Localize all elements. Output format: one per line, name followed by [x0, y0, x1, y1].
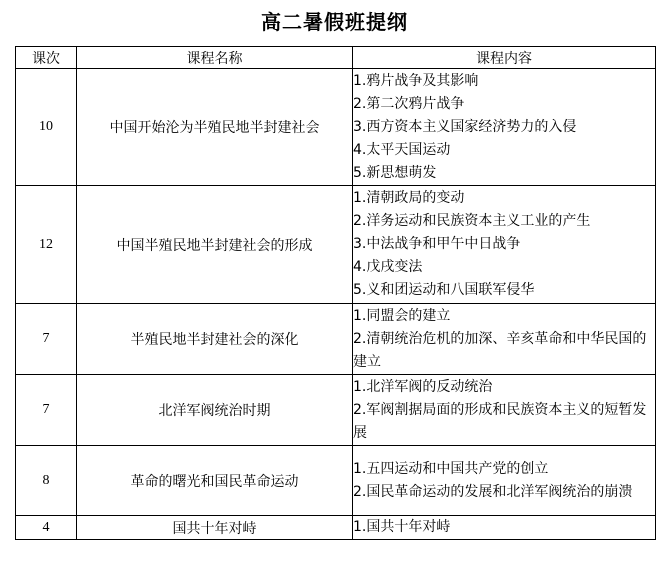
course-content — [353, 304, 656, 375]
content-item: 1.鸦片战争及其影响 — [353, 72, 479, 89]
content-item: 2.洋务运动和民族资本主义工业的产生 — [353, 213, 591, 229]
course-content — [353, 186, 656, 304]
table-header-row — [16, 47, 656, 69]
course-content — [353, 375, 656, 446]
content-item: 2.第二次鸦片战争 — [353, 95, 465, 112]
lesson-count: 7 — [16, 375, 77, 446]
content-item: 1.北洋军阀的反动统治 — [353, 378, 493, 395]
lesson-count: 4 — [16, 516, 77, 540]
course-name: 中国半殖民地半封建社会的形成 — [77, 186, 353, 304]
table-row — [16, 375, 656, 446]
content-item: 2.军阀割据局面的形成和民族资本主义的短暂发展 — [353, 401, 647, 441]
course-name: 半殖民地半封建社会的深化 — [77, 304, 353, 375]
lesson-count: 10 — [16, 69, 77, 186]
table-row — [16, 446, 656, 516]
content-item: 1.同盟会的建立 — [353, 307, 451, 324]
course-name: 国共十年对峙 — [77, 516, 353, 540]
content-item: 3.中法战争和甲午中日战争 — [353, 236, 521, 252]
course-content — [353, 516, 656, 540]
lesson-count: 7 — [16, 304, 77, 375]
content-item: 5.义和团运动和八国联军侵华 — [353, 282, 535, 298]
syllabus-table — [15, 46, 656, 540]
content-item: 4.太平天国运动 — [353, 141, 451, 158]
content-item: 1.清朝政局的变动 — [353, 190, 465, 206]
content-item: 1.国共十年对峙 — [353, 519, 451, 535]
table-row — [16, 186, 656, 304]
course-content — [353, 69, 656, 186]
lesson-count: 8 — [16, 446, 77, 516]
course-name: 中国开始沦为半殖民地半封建社会 — [77, 69, 353, 186]
content-item: 1.五四运动和中国共产党的创立 — [353, 460, 549, 477]
header-course-name: 课程名称 — [77, 47, 353, 69]
content-item: 3.西方资本主义国家经济势力的入侵 — [353, 118, 577, 135]
content-item: 2.国民革命运动的发展和北洋军阀统治的崩溃 — [353, 483, 633, 500]
content-item: 4.戊戌变法 — [353, 259, 423, 275]
table-row — [16, 304, 656, 375]
course-content — [353, 446, 656, 516]
content-item: 2.清朝统治危机的加深、辛亥革命和中华民国的建立 — [353, 330, 647, 370]
header-course-content: 课程内容 — [353, 47, 656, 69]
page-title: 高二暑假班提纲 — [261, 10, 408, 34]
content-item: 5.新思想萌发 — [353, 164, 437, 181]
course-name: 北洋军阀统治时期 — [77, 375, 353, 446]
table-row — [16, 516, 656, 540]
lesson-count: 12 — [16, 186, 77, 304]
table-row — [16, 69, 656, 186]
course-name: 革命的曙光和国民革命运动 — [77, 446, 353, 516]
header-lesson-count: 课次 — [16, 47, 77, 69]
